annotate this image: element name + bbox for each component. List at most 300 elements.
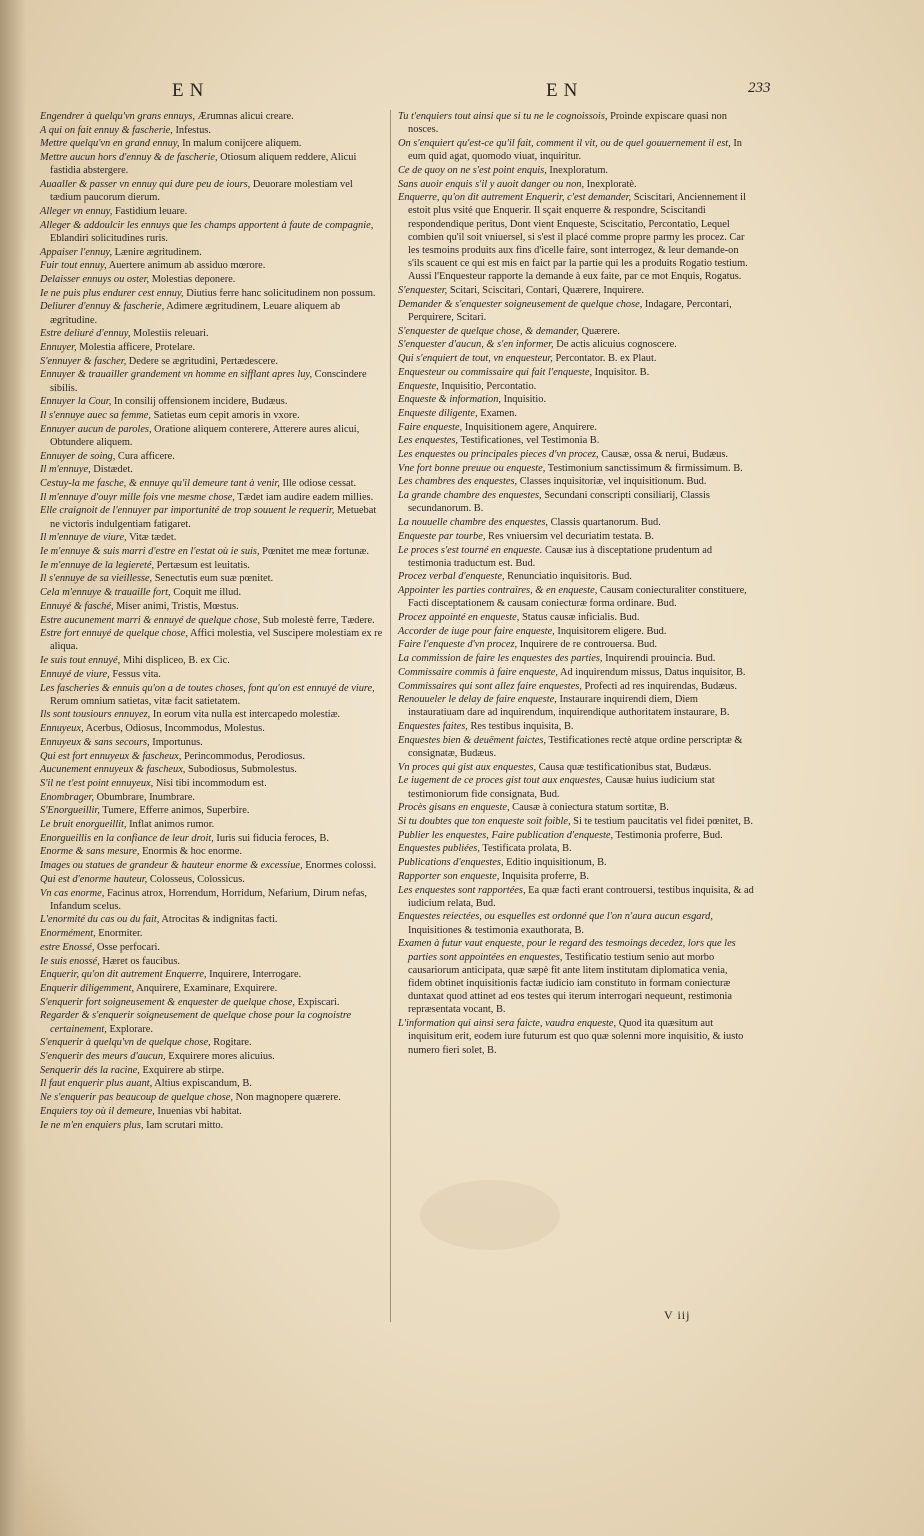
latin-gloss: Causæ à coniectura statum sortitæ, B. — [509, 802, 669, 814]
french-headword: Ie ne m'en enquiers plus, — [40, 1119, 144, 1131]
dictionary-entry — [40, 491, 384, 504]
dictionary-entry — [40, 327, 384, 340]
latin-gloss: Testificatio testium senio aut morbo causariorum anticipata, quæ sæpè fit ante litem institutam diplomatica venia, fidem obtinet inquisitionis factæ iudicio iam constituto in formam coniecturæ duntaxat quod attinet ad eos testes qui iterum interrogari nequeunt, restimonia repræsentata vocant, B. — [408, 951, 733, 1016]
french-headword: Enqueste par tourbe, — [398, 530, 486, 542]
dictionary-entry — [40, 763, 384, 776]
dictionary-entry — [398, 475, 754, 488]
french-headword: Les chambres des enquestes, — [398, 476, 518, 488]
dictionary-entry — [398, 652, 754, 665]
dictionary-entry — [40, 477, 384, 490]
french-headword: Le proces s'est tourné en enqueste. — [398, 544, 543, 556]
latin-gloss: Diutius ferre hanc solicitudinem non possum. — [183, 287, 376, 299]
dictionary-entry — [40, 178, 384, 204]
french-headword: Qui est d'enorme hauteur, — [40, 873, 148, 885]
dictionary-entry — [398, 380, 754, 393]
french-headword: Appaiser l'ennuy, — [40, 246, 113, 258]
french-headword: Publications d'enquestes, — [398, 857, 504, 869]
french-headword: Mettre quelqu'vn en grand ennuy, — [40, 138, 180, 150]
latin-gloss: Eblandiri solicitudines ruris. — [50, 232, 169, 244]
latin-gloss: Dedere se ægritudini, Pertædescere. — [126, 355, 278, 367]
dictionary-entry — [398, 448, 754, 461]
dictionary-entry — [40, 504, 384, 530]
french-headword: Enorme & sans mesure, — [40, 846, 140, 858]
latin-gloss: Rerum omnium satietas, vitæ facit satietatem. — [50, 695, 241, 707]
latin-gloss: In malum conijcere aliquem. — [179, 138, 302, 150]
dictionary-entry — [398, 570, 754, 583]
latin-gloss: Inexploratum. — [546, 164, 608, 176]
signature-mark: V iij — [664, 1308, 691, 1322]
latin-gloss: Ærumnas alicui creare. — [195, 111, 294, 122]
dictionary-entry — [40, 791, 384, 804]
dictionary-entry — [40, 600, 384, 613]
dictionary-entry — [40, 627, 384, 653]
french-headword: Le bruit enorgueillit, — [40, 819, 127, 831]
french-headword: Ennuyé de viure, — [40, 668, 110, 680]
dictionary-entry — [398, 870, 754, 883]
latin-gloss: Testimonia proferre, Bud. — [613, 829, 723, 841]
latin-gloss: Scitari, Sciscitari, Contari, Quærere, Inquirere. — [447, 285, 645, 297]
latin-gloss: Causæ, ossa & nerui, Budæus. — [598, 449, 728, 461]
latin-gloss: In eorum vita nulla est intercapedo molestiæ. — [150, 709, 341, 721]
french-headword: S'il ne t'est point ennuyeux, — [40, 777, 154, 789]
dictionary-entry — [40, 545, 384, 558]
latin-gloss: Inquirere de re controuersa. Bud. — [517, 639, 658, 651]
french-headword: Il s'ennuye de sa vieillesse, — [40, 573, 153, 585]
dictionary-entry — [398, 530, 754, 543]
latin-gloss: Editio inquisitionum, B. — [503, 857, 607, 869]
french-headword: La commission de faire les enquestes des parties, — [398, 653, 603, 665]
dictionary-entry — [40, 722, 384, 735]
french-headword: Les enquestes, — [398, 435, 459, 447]
latin-gloss: Inquisitio. — [501, 394, 547, 406]
french-headword: S'enquerir des meurs d'aucun, — [40, 1051, 166, 1063]
latin-gloss: Exquirere ab stirpe. — [139, 1064, 225, 1076]
french-headword: Publier les enquestes, Faire publication d'enqueste, — [398, 829, 614, 841]
french-headword: Sans auoir enquis s'il y auoit danger ou non, — [398, 178, 585, 190]
french-headword: Commissaires qui sont allez faire enquestes, — [398, 680, 582, 692]
french-headword: Enormément, — [40, 928, 96, 940]
french-headword: Regarder & s'enquerir soigneusement de quelque chose pour la cognoistre certainement, — [40, 1010, 352, 1035]
french-headword: Enquerre, qu'on dit autrement Enquerir, c'est demander, — [398, 192, 632, 204]
french-headword: Appointer les parties contraires, & en enqueste, — [398, 585, 598, 597]
latin-gloss: Inquisitio, Percontatio. — [438, 380, 537, 392]
dictionary-entry — [398, 584, 754, 610]
dictionary-entry — [398, 284, 754, 297]
dictionary-entry — [40, 273, 384, 286]
dictionary-entry — [398, 137, 754, 163]
french-headword: Ennuyer aucun de paroles, — [40, 423, 152, 435]
latin-gloss: Testimonium sanctissimum & firmissimum. B. — [545, 462, 743, 474]
dictionary-entry — [398, 611, 754, 624]
french-headword: Ie ne puis plus endurer cest ennuy, — [40, 287, 184, 299]
french-headword: Examen à futur vaut enqueste, pour le regard des tesmoings decedez, lors que les parties sont appointées en enquestes, — [398, 938, 736, 963]
french-headword: Ie m'ennuye de la legiereté, — [40, 559, 155, 571]
latin-gloss: Obumbrare, Inumbrare. — [93, 791, 195, 803]
french-headword: Il m'ennuye d'ouyr mille fois vne mesme chose, — [40, 491, 235, 503]
dictionary-entry — [40, 845, 384, 858]
french-headword: Fuir tout ennuy, — [40, 260, 107, 272]
latin-gloss: Si te testium paucitatis vel fidei pœnitet, B. — [570, 816, 753, 828]
latin-gloss: Quærere. — [578, 325, 620, 337]
dictionary-entry — [398, 110, 754, 136]
french-headword: Renouueler le delay de faire enqueste, — [398, 694, 557, 706]
french-headword: Enquestes reiectées, ou esquelles est ordonné que l'on n'aura aucun esgard, — [398, 911, 713, 923]
latin-gloss: Satietas eum cepit amoris in vxore. — [151, 409, 300, 421]
dictionary-entry — [398, 191, 754, 283]
dictionary-entry — [40, 682, 384, 708]
latin-gloss: Quod ita quæsitum aut inquisitum erit, eodem iure futurum est quo quæ solenni more inquisitio, & iusto numero fieri solet, B. — [408, 1018, 744, 1056]
latin-gloss: Inquisitionem agere, Anquirere. — [462, 421, 597, 433]
latin-gloss: Expiscari. — [295, 996, 340, 1008]
dictionary-entry — [398, 842, 754, 855]
latin-gloss: Colosseus, Colossicus. — [147, 873, 245, 885]
dictionary-entry — [40, 395, 384, 408]
french-headword: Procez appointé en enqueste, — [398, 612, 520, 624]
french-headword: La nouuelle chambre des enquestes, — [398, 517, 548, 529]
latin-gloss: Facinus atrox, Horrendum, Horridum, Nefarium, Dirum nefas, Infandum scelus. — [50, 887, 367, 912]
french-headword: Aucunement ennuyeux & fascheux, — [40, 764, 186, 776]
latin-gloss: Causa quæ testificationibus stat, Budæus. — [536, 761, 712, 773]
latin-gloss: Non magnopere quærere. — [232, 1092, 341, 1104]
dictionary-entry — [40, 287, 384, 300]
latin-gloss: Status causæ inficialis. Bud. — [519, 612, 640, 624]
french-headword: On s'enquiert qu'est-ce qu'il fait, comment il vit, ou de quel gouuernement il est, — [398, 137, 731, 149]
dictionary-entry — [40, 1077, 384, 1090]
latin-gloss: Conscindere sibilis. — [50, 369, 367, 394]
french-headword: Ie m'ennuye & suis marri d'estre en l'estat où ie suis, — [40, 546, 260, 557]
french-headword: Images ou statues de grandeur & hauteur enorme & excessiue, — [40, 860, 303, 872]
dictionary-entry — [398, 516, 754, 529]
french-headword: estre Enossé, — [40, 941, 95, 953]
dictionary-entry — [398, 815, 754, 828]
dictionary-entry — [398, 666, 754, 679]
latin-gloss: Inquisitorem eligere. Bud. — [554, 625, 667, 637]
page-gutter-shadow — [0, 0, 26, 1536]
dictionary-entry — [398, 937, 754, 1016]
french-headword: La grande chambre des enquestes, — [398, 490, 542, 502]
latin-gloss: In consilij offensionem incidere, Budæus. — [111, 396, 288, 408]
french-headword: Auaaller & passer vn ennuy qui dure peu de iours, — [40, 179, 251, 191]
latin-gloss: Inquirere, Interrogare. — [206, 969, 302, 981]
dictionary-entry — [40, 777, 384, 790]
latin-gloss: Pœnitet me meæ fortunæ. — [259, 546, 369, 557]
dictionary-entry — [40, 110, 384, 123]
latin-gloss: Subodiosus, Submolestus. — [185, 764, 297, 776]
latin-gloss: Metuebat ne victoris indulgentiam fatigaret. — [50, 505, 377, 530]
dictionary-entry — [40, 654, 384, 667]
french-headword: Il s'ennuye auec sa femme, — [40, 409, 151, 421]
dictionary-entry — [40, 1064, 384, 1077]
latin-gloss: Res vniuersim vel decuriatim testata. B. — [485, 530, 654, 542]
dictionary-entry — [398, 680, 754, 693]
dictionary-entry — [398, 884, 754, 910]
french-headword: Ie suis tout ennuyé, — [40, 655, 121, 667]
dictionary-entry — [40, 832, 384, 845]
french-headword: S'Enorgueillir, — [40, 805, 100, 817]
latin-gloss: Deuorare molestiam vel tædium paucorum dierum. — [50, 179, 353, 204]
dictionary-entry — [398, 638, 754, 651]
dictionary-entry — [398, 164, 754, 177]
dictionary-entry — [398, 489, 754, 515]
right-column — [398, 110, 754, 1057]
latin-gloss: Instaurare inquirendi diem, Diem instauratiuam dare ad inquirendum, inquirendique authoritatem instaurare, B. — [408, 694, 730, 719]
french-headword: S'enquester, — [398, 285, 448, 297]
french-headword: Vn cas enorme, — [40, 887, 105, 899]
french-headword: Il faut enquerir plus auant, — [40, 1078, 153, 1090]
dictionary-entry — [40, 804, 384, 817]
latin-gloss: Atrocitas & indignitas facti. — [159, 914, 278, 926]
latin-gloss: In eum quid agat, quomodo viuat, inquiritur. — [408, 137, 743, 163]
dictionary-entry — [40, 1091, 384, 1104]
dictionary-entry — [40, 968, 384, 981]
french-headword: Les enquestes ou principales pieces d'vn procez, — [398, 449, 599, 461]
dictionary-entry — [40, 559, 384, 572]
dictionary-entry — [398, 693, 754, 719]
french-headword: S'enquester d'aucun, & s'en informer, — [398, 339, 554, 351]
latin-gloss: Enormiter. — [95, 928, 143, 940]
french-headword: S'enquerir fort soigneusement & enquester de quelque chose, — [40, 996, 296, 1008]
dictionary-entry — [40, 137, 384, 150]
latin-gloss: Iuris sui fiducia feroces, B. — [213, 832, 329, 844]
dictionary-entry — [40, 368, 384, 394]
french-headword: Vn proces qui gist aux enquestes, — [398, 761, 537, 773]
dictionary-entry — [40, 955, 384, 968]
dictionary-entry — [40, 887, 384, 913]
french-headword: Le iugement de ce proces gist tout aux enquestes, — [398, 775, 603, 787]
french-headword: L'enormité du cas ou du fait, — [40, 914, 160, 926]
latin-gloss: Cura afficere. — [115, 450, 175, 462]
latin-gloss: Proinde expiscare quasi non nosces. — [408, 111, 727, 136]
latin-gloss: Affici molestia, vel Suscipere molestiam ex re aliqua. — [50, 628, 383, 653]
french-headword: S'enquester de quelque chose, & demander, — [398, 325, 579, 337]
french-headword: Enquesteur ou commissaire qui fait l'enqueste, — [398, 366, 593, 378]
latin-gloss: Perincommodus, Perodiosus. — [181, 750, 305, 762]
latin-gloss: Senectutis eum suæ pœnitet. — [152, 573, 274, 585]
dictionary-entry — [398, 298, 754, 324]
dictionary-entry — [398, 366, 754, 379]
latin-gloss: Molestiis releuari. — [130, 328, 209, 340]
latin-gloss: Sciscitari, Anciennement il estoit plus vsité que Enquerir. Il sçait enquerre & respondre, Sciscitandi respondendique peritus, Dont vient Enqueste, Sciscitatio, Percontatio, Lequel combien qu'il soit vniuersel, si s'est il placé comme propre parmy les procez. Car les tesmoins produits aux fins d'icelle faire, sont interrogez, & leur demande-on s'ils scauent ce qui est mis en faict par la partie qui les a produits Rogatio testium. Aussi l'Enquesteur rapporte la demande à eux faite, par ce mot Enquis, Rogatus. — [408, 192, 748, 283]
dictionary-entry — [40, 708, 384, 721]
dictionary-entry — [40, 450, 384, 463]
latin-gloss: Enormis & hoc enorme. — [139, 846, 242, 858]
french-headword: Ennuyer de soing, — [40, 450, 116, 462]
french-headword: Enquiers toy où il demeure, — [40, 1105, 155, 1117]
dictionary-entry — [40, 1050, 384, 1063]
column-rule — [390, 110, 391, 1322]
french-headword: Demander & s'enquester soigneusement de quelque chose, — [398, 298, 643, 310]
dictionary-entry — [40, 818, 384, 831]
french-headword: Estre fort ennuyé de quelque chose, — [40, 628, 188, 640]
french-headword: Qui est fort ennuyeux & fascheux, — [40, 750, 182, 762]
dictionary-entry — [40, 341, 384, 354]
latin-gloss: Explorare. — [106, 1023, 154, 1035]
french-headword: Delaisser ennuys ou oster, — [40, 273, 150, 285]
latin-gloss: Pertæsum est leuitatis. — [154, 559, 250, 571]
dictionary-entry — [40, 913, 384, 926]
latin-gloss: Sub molestè ferre, Tædere. — [260, 614, 375, 626]
dictionary-entry — [398, 407, 754, 420]
latin-gloss: Inquisitor. B. — [592, 366, 650, 378]
latin-gloss: Inquisita proferre, B. — [499, 870, 590, 882]
french-headword: Procès gisans en enqueste, — [398, 802, 510, 814]
latin-gloss: Res testibus inquisita, B. — [467, 721, 574, 733]
dictionary-entry — [40, 586, 384, 599]
latin-gloss: Molestias deponere. — [149, 273, 236, 285]
latin-gloss: Classes inquisitoriæ, vel inquisitionum. Bud. — [517, 476, 707, 488]
dictionary-entry — [40, 355, 384, 368]
dictionary-entry — [398, 462, 754, 475]
dictionary-entry — [40, 1119, 384, 1132]
french-headword: Les enquestes sont rapportées, — [398, 884, 526, 896]
french-headword: Ennuyé & fasché, — [40, 600, 114, 612]
dictionary-entry — [398, 393, 754, 406]
french-headword: Ennuyeux & sans secours, — [40, 736, 150, 748]
latin-gloss: Altius expiscandum, B. — [152, 1078, 252, 1090]
dictionary-entry — [398, 434, 754, 447]
latin-gloss: Fessus vita. — [109, 668, 161, 680]
dictionary-entry — [40, 246, 384, 259]
latin-gloss: Inuenias vbi habitat. — [154, 1105, 242, 1117]
french-headword: Il m'ennuye, — [40, 464, 91, 476]
french-headword: Enqueste, — [398, 380, 439, 392]
dictionary-entry — [398, 325, 754, 338]
french-headword: S'enquerir à quelqu'vn de quelque chose, — [40, 1037, 211, 1049]
french-headword: Elle craignoit de l'ennuyer par importunité de trop souuent le requerir, — [40, 505, 335, 517]
latin-gloss: Testificationes, vel Testimonia B. — [458, 435, 600, 447]
dictionary-entry — [40, 927, 384, 940]
dictionary-entry — [398, 421, 754, 434]
dictionary-entry — [40, 996, 384, 1009]
dictionary-entry — [40, 668, 384, 681]
latin-gloss: Causæ huius iudicium stat testimoniorum fide consignata, Bud. — [408, 775, 715, 800]
french-headword: Ce de quoy on ne s'est point enquis, — [398, 164, 547, 176]
french-headword: Ie suis enossé, — [40, 955, 100, 967]
latin-gloss: Renunciatio inquisitoris. Bud. — [504, 571, 632, 583]
french-headword: Enquestes publiées, — [398, 843, 480, 855]
latin-gloss: Exquirere mores alicuius. — [165, 1051, 275, 1063]
latin-gloss: Anquirere, Examinare, Exquirere. — [134, 983, 278, 994]
french-headword: Senquerir dés la racine, — [40, 1064, 140, 1076]
dictionary-entry — [40, 614, 384, 627]
dictionary-entry — [40, 572, 384, 585]
dictionary-entry — [398, 544, 754, 570]
dictionary-entry — [40, 941, 384, 954]
running-head-right: EN — [546, 80, 584, 101]
french-headword: Estre aucunement marri & ennuyé de quelque chose, — [40, 614, 261, 626]
latin-gloss: Coquit me illud. — [170, 587, 242, 599]
dictionary-entry — [398, 856, 754, 869]
running-head-left: EN — [172, 80, 210, 101]
latin-gloss: Tumere, Efferre animos, Superbire. — [99, 805, 250, 817]
latin-gloss: Auertere animum ab assiduo mœrore. — [106, 260, 266, 272]
latin-gloss: Fastidium leuare. — [112, 205, 188, 217]
dictionary-entry — [40, 300, 384, 326]
french-headword: Ennuyer la Cour, — [40, 396, 112, 408]
latin-gloss: Nisi tibi incommodum est. — [153, 777, 267, 789]
dictionary-entry — [398, 625, 754, 638]
french-headword: Enquerir, qu'on dit autrement Enquerre, — [40, 969, 207, 981]
french-headword: Alleger vn ennuy, — [40, 205, 113, 217]
dictionary-entry — [40, 531, 384, 544]
latin-gloss: Otiosum aliquem reddere, Alicui fastidia abstergere. — [50, 152, 357, 177]
paper-stain — [420, 1180, 560, 1250]
french-headword: A qui on fait ennuy & fascherie, — [40, 124, 173, 136]
dictionary-entry — [40, 423, 384, 449]
dictionary-entry — [40, 736, 384, 749]
french-headword: Enquerir diligemment, — [40, 983, 135, 994]
french-headword: Deliurer d'ennuy & fascherie, — [40, 301, 165, 313]
latin-gloss: Acerbus, Odiosus, Incommodus, Molestus. — [83, 723, 265, 735]
latin-gloss: Oratione aliquem conterere, Atterere aures alicui, Obtundere aliquem. — [50, 423, 360, 448]
french-headword: Vne fort bonne preuue ou enqueste, — [398, 462, 546, 474]
french-headword: Enquestes bien & deuëment faictes, — [398, 734, 547, 746]
latin-gloss: Profecti ad res inquirendas, Budæus. — [581, 680, 737, 692]
latin-gloss: Testificata prolata, B. — [479, 843, 572, 855]
dictionary-entry — [40, 982, 384, 995]
latin-gloss: Importunus. — [149, 736, 203, 748]
french-headword: Engendrer à quelqu'vn grans ennuys, — [40, 111, 196, 122]
french-headword: Mettre aucun hors d'ennuy & de fascherie, — [40, 152, 218, 164]
dictionary-entry — [398, 1017, 754, 1057]
dictionary-entry — [40, 873, 384, 886]
french-headword: Cestuy-la me fasche, & ennuye qu'il demeure tant à venir, — [40, 477, 280, 489]
latin-gloss: Tædet iam audire eadem millies. — [234, 491, 374, 503]
latin-gloss: Lænire ægritudinem. — [112, 246, 202, 258]
latin-gloss: Enormes colossi. — [302, 860, 377, 872]
dictionary-entry — [40, 1009, 384, 1035]
french-headword: Si tu doubtes que ton enqueste soit foible, — [398, 816, 571, 828]
french-headword: Ennuyer, — [40, 341, 77, 353]
dictionary-entry — [398, 734, 754, 760]
dictionary-entry — [40, 409, 384, 422]
dictionary-entry — [40, 124, 384, 137]
french-headword: Procez verbal d'enqueste, — [398, 571, 505, 583]
french-headword: Tu t'enquiers tout ainsi que si tu ne le cognoissois, — [398, 111, 608, 122]
dictionary-entry — [398, 910, 754, 936]
latin-gloss: Causam coniecturaliter constituere, Facti disceptationem & causam coniecturæ forma ordinare. Bud. — [408, 585, 747, 610]
french-headword: Commissaire commis à faire enqueste, — [398, 666, 558, 678]
dictionary-entry — [40, 1036, 384, 1049]
latin-gloss: Indagare, Percontari, Perquirere, Scitari. — [408, 298, 732, 324]
french-headword: Alleger & addoulcir les ennuys que les champs apportent à faute de compagnie, — [40, 219, 374, 231]
latin-gloss: Secundani conscripti consiliarij, Classis secundanorum. B. — [408, 490, 710, 515]
french-headword: S'ennuyer & fascher, — [40, 355, 127, 367]
french-headword: Enquestes faites, — [398, 721, 468, 733]
french-headword: Faire l'enqueste d'vn procez, — [398, 639, 518, 651]
dictionary-entry — [398, 761, 754, 774]
latin-gloss: Distædet. — [90, 464, 133, 476]
french-headword: Enqueste & information, — [398, 394, 502, 406]
dictionary-entry — [40, 750, 384, 763]
latin-gloss: Mihi displiceo, B. ex Cic. — [120, 655, 230, 667]
latin-gloss: Iam scrutari mitto. — [143, 1119, 224, 1131]
latin-gloss: Vitæ tædet. — [126, 532, 177, 544]
french-headword: Ennuyer & trauailler grandement vn homme en sifflant apres luy, — [40, 369, 313, 381]
dictionary-entry — [398, 774, 754, 800]
dictionary-entry — [40, 205, 384, 218]
french-headword: Ennuyeux, — [40, 723, 84, 735]
latin-gloss: De actis alicuius cognoscere. — [553, 339, 677, 351]
french-headword: Il m'ennuye de viure, — [40, 532, 127, 544]
french-headword: Qui s'enquiert de tout, vn enquesteur, — [398, 353, 553, 365]
latin-gloss: Inquisitiones & testimonia exauthorata, B. — [408, 924, 585, 936]
latin-gloss: Percontator. B. ex Plaut. — [552, 353, 657, 365]
latin-gloss: Inexploratè. — [584, 178, 637, 190]
dictionary-entry — [40, 151, 384, 177]
latin-gloss: Molestia afficere, Protelare. — [76, 341, 196, 353]
dictionary-entry — [398, 829, 754, 842]
